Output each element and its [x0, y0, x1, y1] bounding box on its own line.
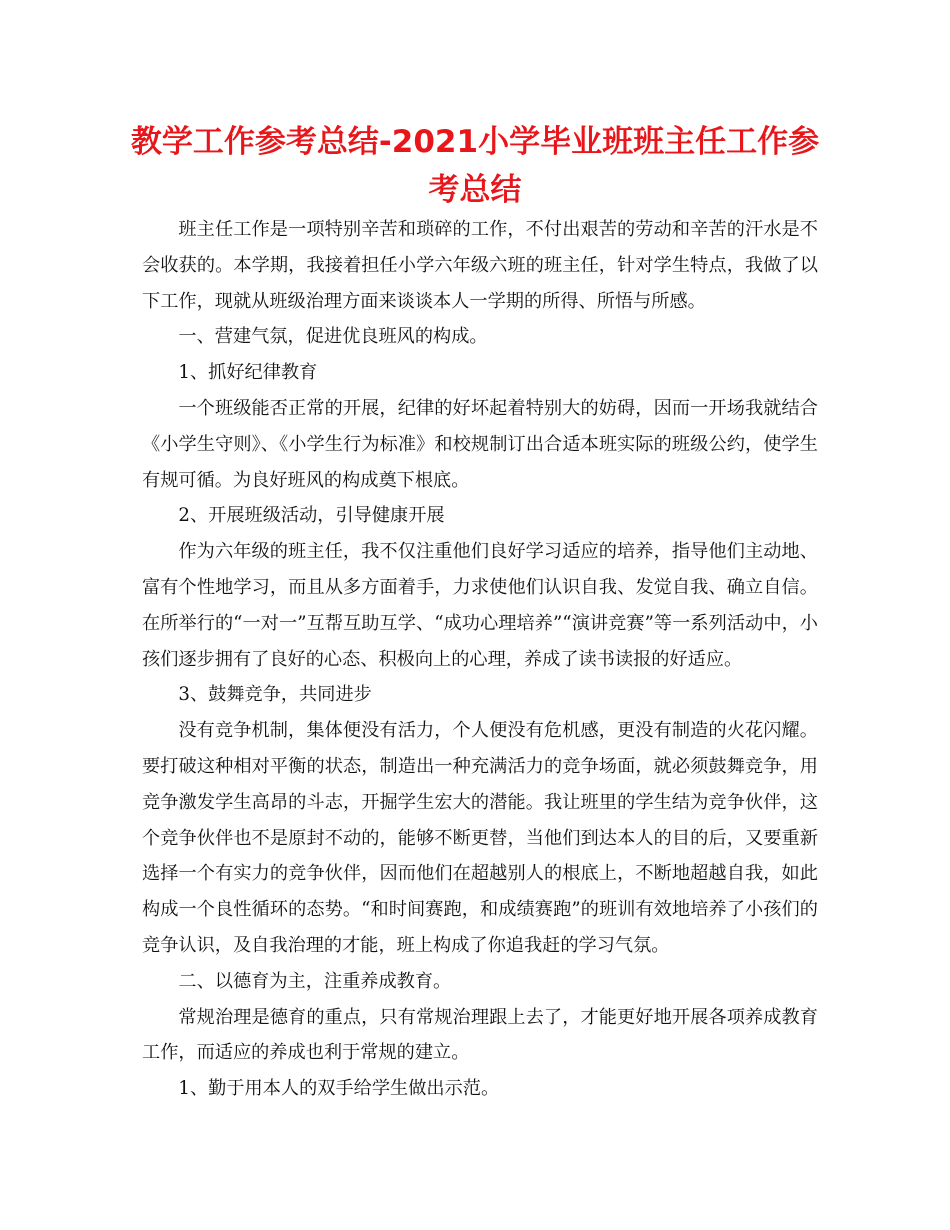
document-body: [142, 212, 818, 1107]
paragraph-routine: 常规治理是德育的重点，只有常规治理跟上去了，才能更好地开展各项养成教育工作，而适应的养成也利于常规的建立。: [142, 1006, 818, 1064]
subsection-heading-1-3: 3、鼓舞竞争，共同进步: [178, 684, 372, 706]
subsection-heading-1-2: 2、开展班级活动，引导健康开展: [178, 505, 445, 527]
section-heading-1: 一、营建气氛，促进优良班风的构成。: [178, 326, 488, 348]
subsection-heading-2-1: 1、勤于用本人的双手给学生做出示范。: [178, 1078, 500, 1100]
document-title: 教学工作参考总结-2021小学毕业班班主任工作参考总结: [130, 124, 820, 208]
subsection-heading-1-1: 1、抓好纪律教育: [178, 362, 318, 384]
paragraph-activities: 作为六年级的班主任，我不仅注重他们良好学习适应的培养，指导他们主动地、富有个性地学习，而且从多方面着手，力求使他们认识自我、发觉自我、确立自信。在所举行的“一对一”互帮互助互学、“成功心理培养”“演讲竞赛”等一系列活动中，小孩们逐步拥有了良好的心态、积极向上的心理，养成了读书读报的好适应。: [142, 541, 818, 670]
section-heading-2: 二、以德育为主，注重养成教育。: [178, 970, 452, 992]
paragraph-intro: 班主任工作是一项特别辛苦和琐碎的工作，不付出艰苦的劳动和辛苦的汗水是不会收获的。本学期，我接着担任小学六年级六班的班主任，针对学生特点，我做了以下工作，现就从班级治理方面来谈谈本人一学期的所得、所悟与所感。: [142, 219, 818, 312]
paragraph-competition: 没有竞争机制，集体便没有活力，个人便没有危机感，更没有制造的火花闪耀。要打破这种相对平衡的状态，制造出一种充满活力的竞争场面，就必须鼓舞竞争，用竞争激发学生高昂的斗志，开掘学生宏大的潜能。我让班里的学生结为竞争伙伴，这个竞争伙伴也不是原封不动的，能够不断更替，当他们到达本人的目的后，又要重新选择一个有实力的竞争伙伴，因而他们在超越别人的根底上，不断地超越自我，如此构成一个良性循环的态势。“和时间赛跑，和成绩赛跑”的班训有效地培养了小孩们的竞争认识，及自我治理的才能，班上构成了你追我赶的学习气氛。: [142, 720, 818, 956]
paragraph-discipline: 一个班级能否正常的开展，纪律的好坏起着特别大的妨碍，因而一开场我就结合《小学生守则》、《小学生行为标准》和校规制订出合适本班实际的班级公约，使学生有规可循。为良好班风的构成奠下根底。: [142, 397, 818, 491]
